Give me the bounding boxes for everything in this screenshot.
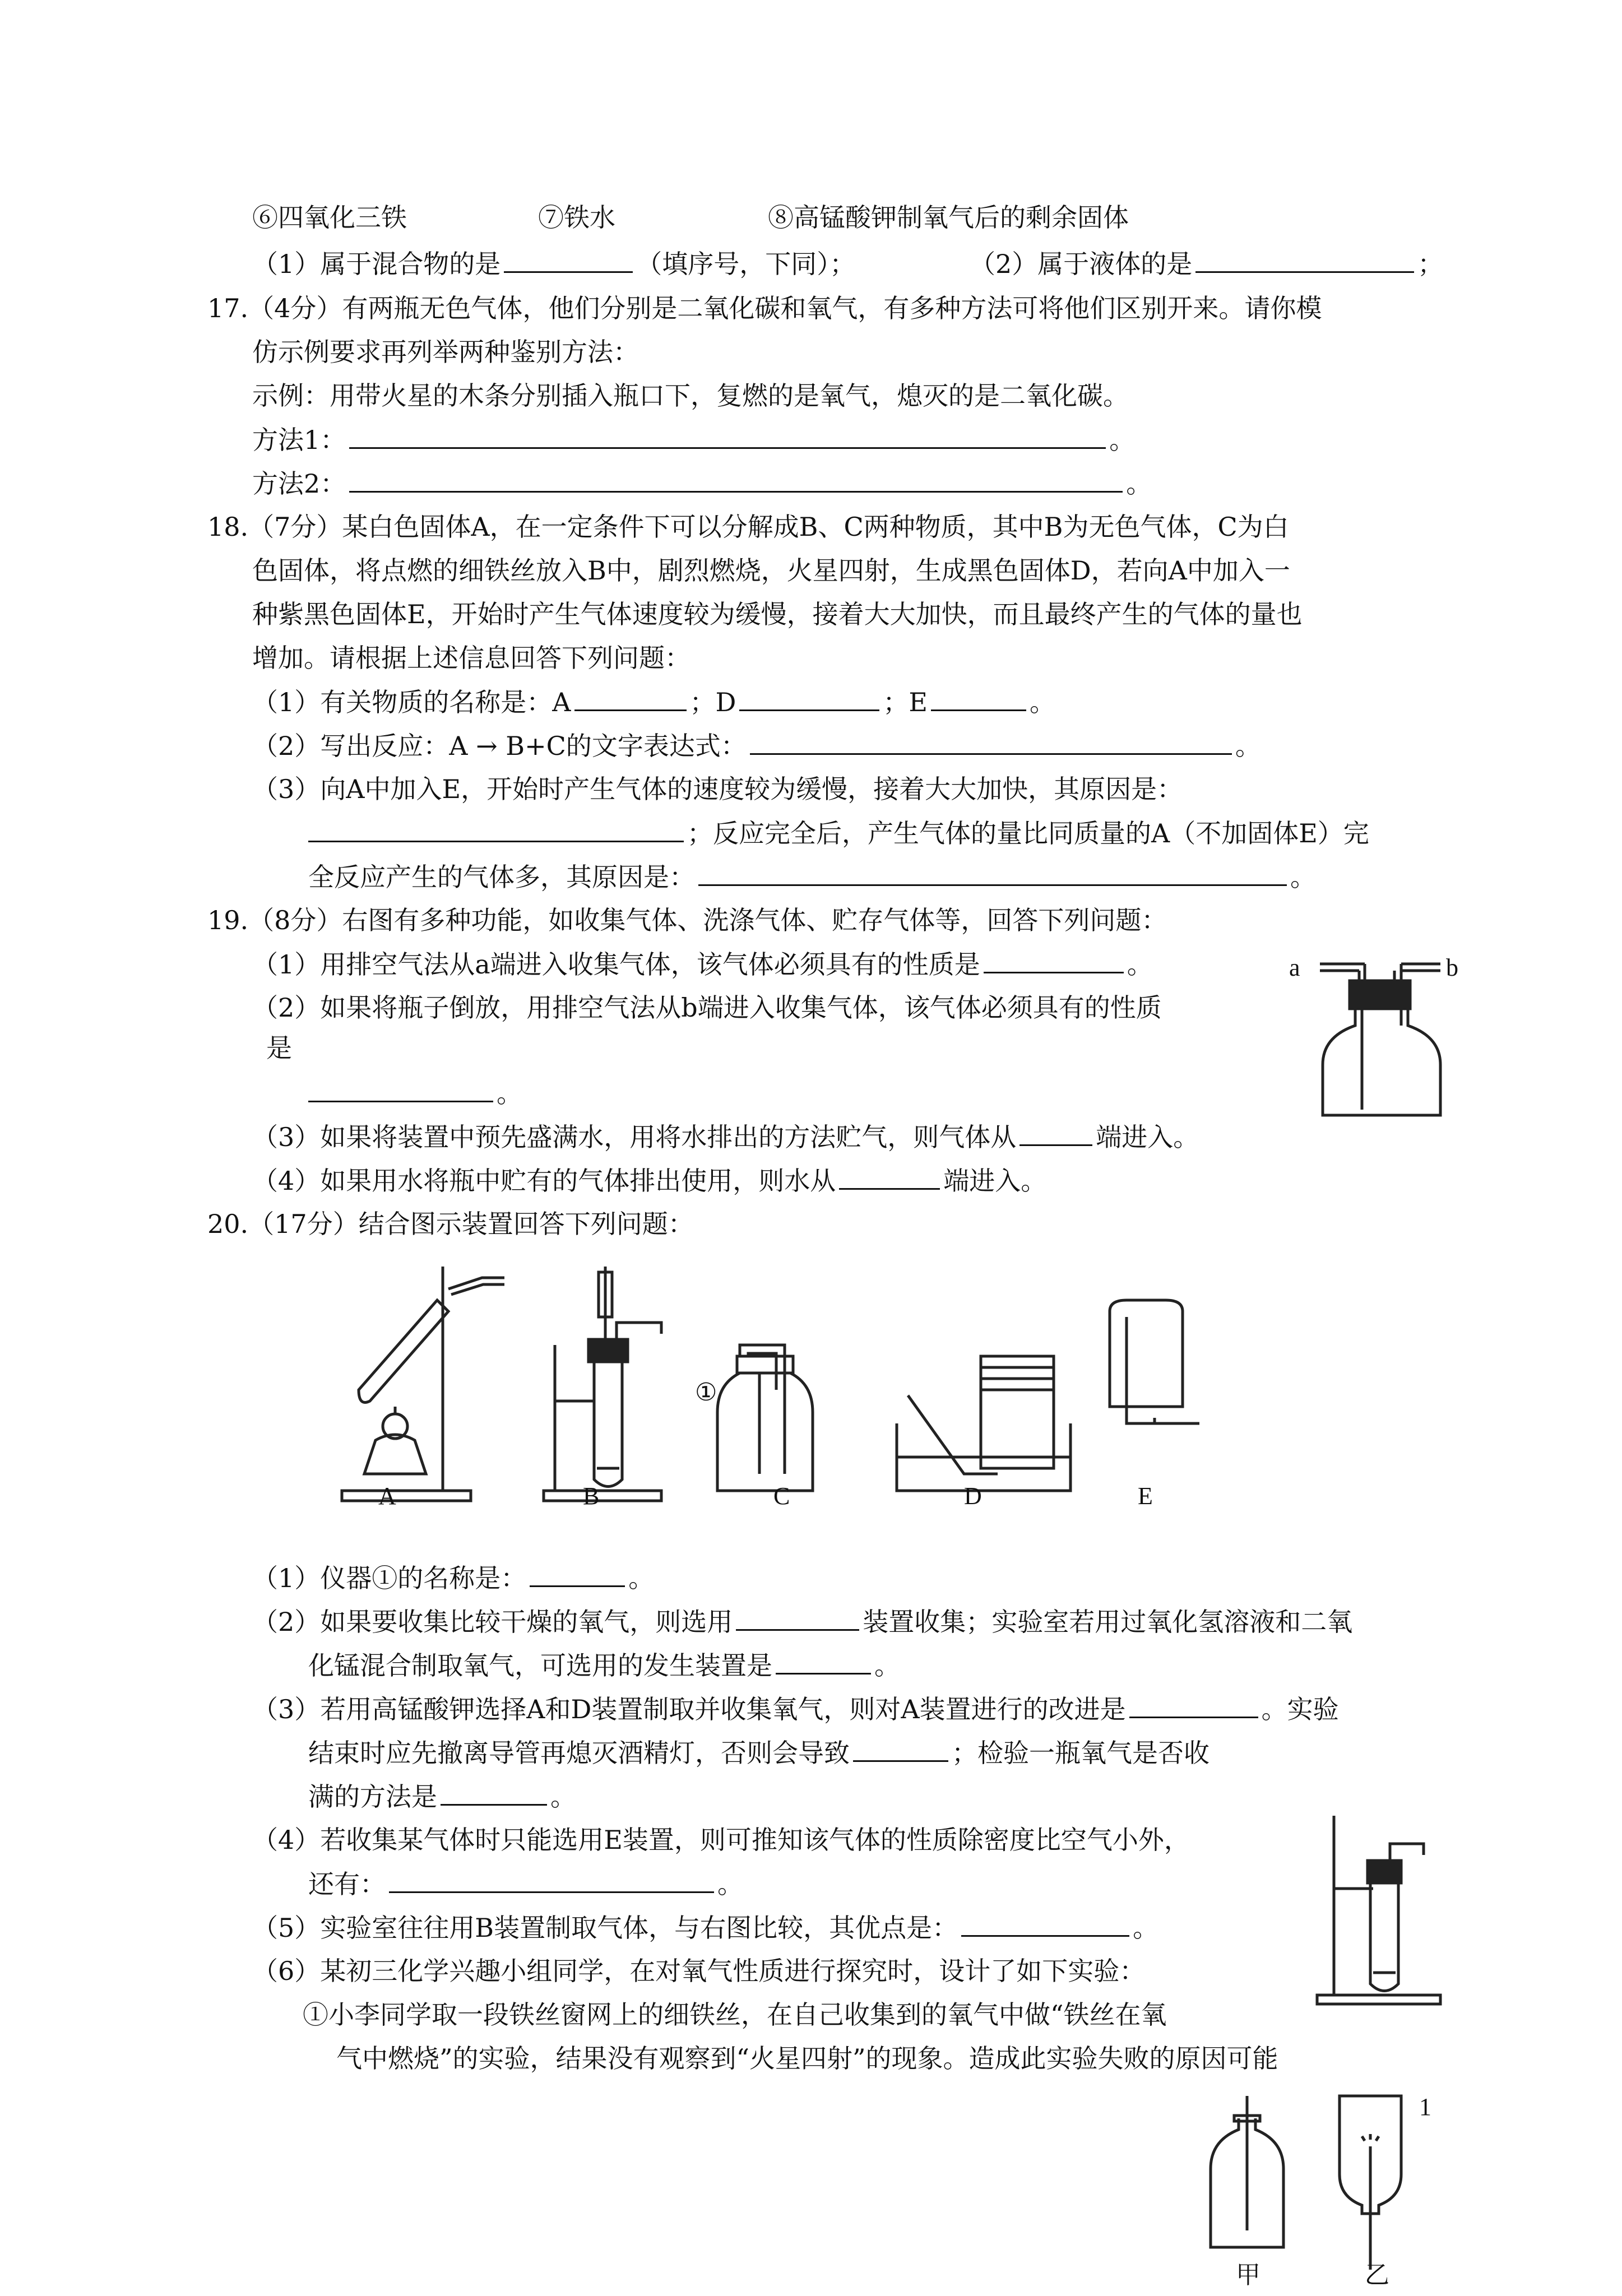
label-C: C bbox=[773, 1482, 790, 1510]
q18-line-4: 增加。请根据上述信息回答下列问题： bbox=[252, 643, 690, 673]
q19-part-4: （4）如果用水将瓶中贮有的气体排出使用，则水从 端进入。 bbox=[252, 1163, 1046, 1198]
q20-part-4-line-2: 还有： 。 bbox=[308, 1867, 743, 1901]
q18-title: 18.（7分）某白色固体A，在一定条件下可以分解成B、C两种物质，其中B为无色气体，C为白 bbox=[207, 512, 1289, 542]
bottles-jia-yi bbox=[1199, 2085, 1435, 2294]
answer-blank[interactable] bbox=[349, 466, 1123, 493]
q19-title: 19.（8分）右图有多种功能，如收集气体、洗涤气体、贮存气体等，回答下列问题： bbox=[207, 905, 1167, 935]
label-yi: 乙 bbox=[1365, 2261, 1389, 2289]
answer-blank[interactable] bbox=[308, 816, 684, 842]
label-b: b bbox=[1446, 954, 1458, 981]
q17-method-2: 方法2： 。 bbox=[252, 466, 1152, 500]
answer-blank[interactable] bbox=[1129, 1692, 1258, 1718]
option-8: ⑧高锰酸钾制氧气后的剩余固体 bbox=[768, 202, 1129, 233]
answer-blank[interactable] bbox=[736, 1604, 859, 1631]
q17-method-1: 方法1： 。 bbox=[252, 423, 1135, 457]
apparatus-c bbox=[717, 1345, 813, 1491]
answer-blank[interactable] bbox=[739, 685, 879, 711]
q18-line-2: 色固体，将点燃的细铁丝放入B中，剧烈燃烧，火星四射，生成黑色固体D，若向A中加入一 bbox=[252, 555, 1290, 586]
option-6: ⑥四氧化三铁 bbox=[252, 202, 407, 233]
q18-part-3: （3）向A中加入E，开始时产生气体的速度较为缓慢，接着大大加快，其原因是： bbox=[252, 774, 1183, 804]
bottle-jia bbox=[1211, 2096, 1283, 2247]
label-jia: 甲 bbox=[1236, 2261, 1260, 2289]
q17-line-2: 仿示例要求再列举两种鉴别方法： bbox=[252, 337, 639, 367]
answer-blank[interactable] bbox=[698, 860, 1287, 886]
q16-line-2: （2）属于液体的是 ； bbox=[970, 247, 1443, 281]
answer-blank[interactable] bbox=[931, 685, 1026, 711]
answer-blank[interactable] bbox=[504, 247, 633, 273]
q17-title: 17.（4分）有两瓶无色气体，他们分别是二氧化碳和氧气，有多种方法可将他们区别开来。请你模 bbox=[207, 293, 1322, 323]
apparatus-b bbox=[544, 1267, 661, 1501]
label-A: A bbox=[378, 1482, 396, 1510]
answer-blank[interactable] bbox=[1195, 247, 1414, 273]
q20-part-3-line-2: 结束时应先撤离导管再熄灭酒精灯，否则会导致 ；检验一瓶氧气是否收 bbox=[308, 1736, 1209, 1770]
apparatus-e bbox=[1110, 1300, 1199, 1423]
q19-part-2: （2）如果将瓶子倒放，用排空气法从b端进入收集气体，该气体必须具有的性质 bbox=[252, 992, 1162, 1023]
q18-part-2: （2）写出反应：A → B+C的文字表达式： 。 bbox=[252, 729, 1261, 763]
q20-part-5: （5）实验室往往用B装置制取气体，与右图比较，其优点是： 。 bbox=[252, 1910, 1158, 1945]
page-number: 1 bbox=[1419, 2093, 1431, 2121]
q19-part-1: （1）用排空气法从a端进入收集气体，该气体必须具有的性质是 。 bbox=[252, 947, 1153, 981]
bottle-yi bbox=[1340, 2096, 1401, 2270]
label-D: D bbox=[964, 1482, 982, 1510]
q20-part-3-line-3: 满的方法是 。 bbox=[308, 1779, 576, 1813]
label-a: a bbox=[1289, 954, 1300, 981]
q20-title: 20.（17分）结合图示装置回答下列问题： bbox=[207, 1209, 694, 1239]
label-E: E bbox=[1138, 1482, 1153, 1510]
answer-blank[interactable] bbox=[984, 947, 1124, 973]
q19-part-2-b: 是 bbox=[266, 1033, 292, 1063]
answer-blank[interactable] bbox=[961, 1910, 1129, 1937]
q20-part-6-b: 气中燃烧”的实验，结果没有观察到“火星四射”的现象。造成此实验失败的原因可能 bbox=[336, 2043, 1278, 2074]
option-7: ⑦铁水 bbox=[538, 202, 615, 233]
q20-part-6: （6）某初三化学兴趣小组同学，在对氧气性质进行探究时，设计了如下实验： bbox=[252, 1956, 1146, 1986]
apparatus-d bbox=[897, 1356, 1070, 1491]
answer-blank[interactable] bbox=[389, 1867, 714, 1893]
answer-blank[interactable] bbox=[530, 1561, 625, 1587]
apparatus-row bbox=[336, 1255, 1233, 1513]
answer-blank[interactable] bbox=[1019, 1120, 1092, 1146]
answer-blank[interactable] bbox=[308, 1076, 493, 1102]
q20-part-3: （3）若用高锰酸钾选择A和D装置制取并收集氧气，则对A装置进行的改进是 。实验 bbox=[252, 1692, 1339, 1726]
q17-example: 示例：用带火星的木条分别插入瓶口下，复燃的是氧气，熄灭的是二氧化碳。 bbox=[252, 381, 1129, 411]
q18-part-3-line-2: ；反应完全后，产生气体的量比同质量的A（不加固体E）完 bbox=[308, 816, 1369, 850]
answer-blank[interactable] bbox=[776, 1648, 871, 1675]
apparatus-a bbox=[342, 1267, 504, 1501]
answer-blank[interactable] bbox=[750, 729, 1232, 755]
answer-blank[interactable] bbox=[853, 1736, 948, 1762]
answer-blank[interactable] bbox=[349, 423, 1106, 449]
q16-line: （1）属于混合物的是 （填序号，下同）； bbox=[252, 247, 855, 281]
q19-part-2-blank: 。 bbox=[308, 1076, 522, 1110]
q18-line-3: 种紫黑色固体E，开始时产生气体速度较为缓慢，接着大大加快，而且最终产生的气体的量也 bbox=[252, 599, 1303, 629]
gas-bottle-diagram bbox=[1289, 941, 1468, 1121]
answer-blank[interactable] bbox=[839, 1163, 940, 1190]
circle-1-label: ① bbox=[695, 1379, 717, 1406]
q18-part-3-line-3: 全反应产生的气体多，其原因是： 。 bbox=[308, 860, 1316, 894]
q20-part-2: （2）如果要收集比较干燥的氧气，则选用 装置收集；实验室若用过氧化氢溶液和二氧 bbox=[252, 1604, 1352, 1639]
answer-blank[interactable] bbox=[441, 1779, 547, 1806]
label-B: B bbox=[583, 1482, 600, 1510]
q18-part-1: （1）有关物质的名称是：A ；D ；E 。 bbox=[252, 685, 1055, 719]
q20-part-1: （1）仪器①的名称是： 。 bbox=[252, 1561, 654, 1595]
q19-part-3: （3）如果将装置中预先盛满水，用将水排出的方法贮气，则气体从 端进入。 bbox=[252, 1120, 1199, 1154]
q20-part-2-line-2: 化锰混合制取氧气，可选用的发生装置是 。 bbox=[308, 1648, 900, 1682]
q20-part-4: （4）若收集某气体时只能选用E装置，则可推知该气体的性质除密度比空气小外， bbox=[252, 1825, 1190, 1855]
answer-blank[interactable] bbox=[574, 685, 687, 711]
q20-part-6-a: ①小李同学取一段铁丝窗网上的细铁丝，在自己收集到的氧气中做“铁丝在氧 bbox=[303, 2000, 1167, 2030]
stand-tube-diagram bbox=[1311, 1805, 1446, 2012]
